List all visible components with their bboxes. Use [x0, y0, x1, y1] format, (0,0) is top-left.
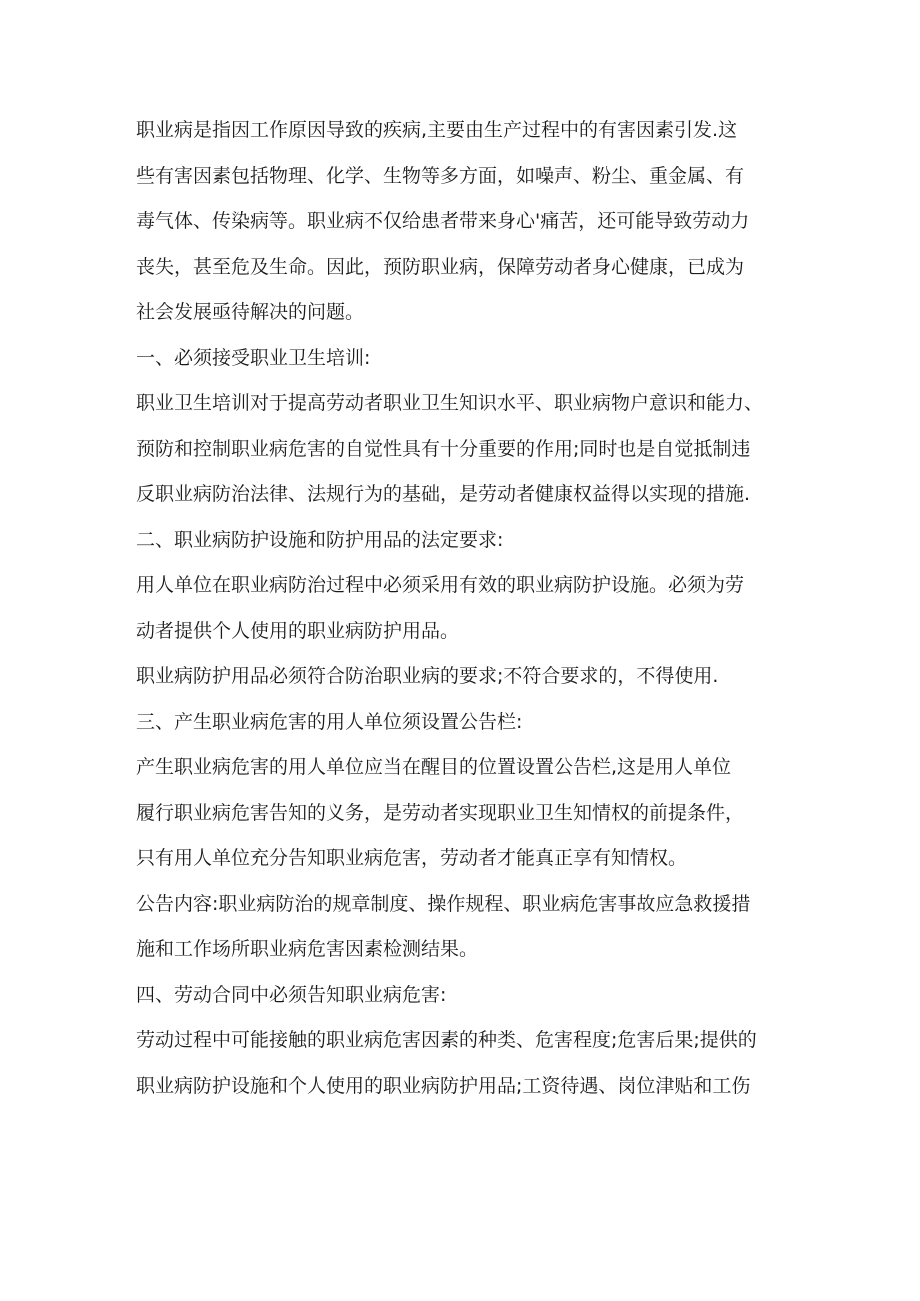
- body-text-line: 用人单位在职业病防治过程中必须采用有效的职业病防护设施。必须为劳: [136, 574, 745, 596]
- document-body: [136, 108, 792, 1109]
- body-text-line: 职业病防护用品必须符合防治职业病的要求;不符合要求的，不得使用.: [136, 665, 719, 687]
- body-text-line: 施和工作场所职业病危害因素检测结果。: [136, 938, 479, 960]
- body-text-line: 丧失，甚至危及生命。因此，预防职业病，保障劳动者身心健康，已成为: [136, 255, 745, 278]
- body-text-line: 公告内容:职业病防治的规章制度、操作规程、职业病危害事故应急救援措: [136, 892, 751, 915]
- section-heading-1: 一、必须接受职业卫生培训:: [136, 346, 371, 369]
- body-text-line: 毒气体、传染病等。职业病不仅给患者带来身心'痛苦，还可能导致劳动力: [136, 210, 750, 232]
- body-text-line: 履行职业病危害告知的义务，是劳动者实现职业卫生知情权的前提条件，: [136, 801, 745, 824]
- body-text-line: 社会发展亟待解决的问题。: [136, 301, 365, 323]
- body-text-line: 职业卫生培训对于提高劳动者职业卫生知识水平、职业病物户意识和能力、: [136, 392, 764, 414]
- body-text-line: 只有用人单位充分告知职业病危害，劳动者才能真正享有知情权。: [136, 847, 688, 869]
- section-heading-3: 三、产生职业病危害的用人单位须设置公告栏:: [136, 710, 523, 733]
- body-text-line: 劳动过程中可能接触的职业病危害因素的种类、危害程度;危害后果;提供的: [136, 1029, 757, 1051]
- body-text-line: 反职业病防治法律、法规行为的基础，是劳动者健康权益得以实现的措施.: [136, 483, 751, 505]
- body-text-line: 职业病防护设施和个人使用的职业病防护用品;工资待遇、岗位津贴和工伤: [136, 1074, 751, 1097]
- body-text-line: 预防和控制职业病危害的自觉性具有十分重要的作用;同时也是自觉抵制违: [136, 437, 751, 460]
- body-text-line: 产生职业病危害的用人单位应当在醒目的位置设置公告栏,这是用人单位: [136, 756, 732, 778]
- body-text-line: 些有害因素包括物理、化学、生物等多方面，如噪声、粉尘、重金属、有: [136, 164, 745, 187]
- section-heading-4: 四、劳动合同中必须告知职业病危害:: [136, 983, 447, 1006]
- section-heading-2: 二、职业病防护设施和防护用品的法定要求:: [136, 528, 504, 551]
- body-text-line: 动者提供个人使用的职业病防护用品。: [136, 619, 460, 642]
- body-text-line: 职业病是指因工作原因导致的疾病,主要由生产过程中的有害因素引发.这: [136, 119, 738, 141]
